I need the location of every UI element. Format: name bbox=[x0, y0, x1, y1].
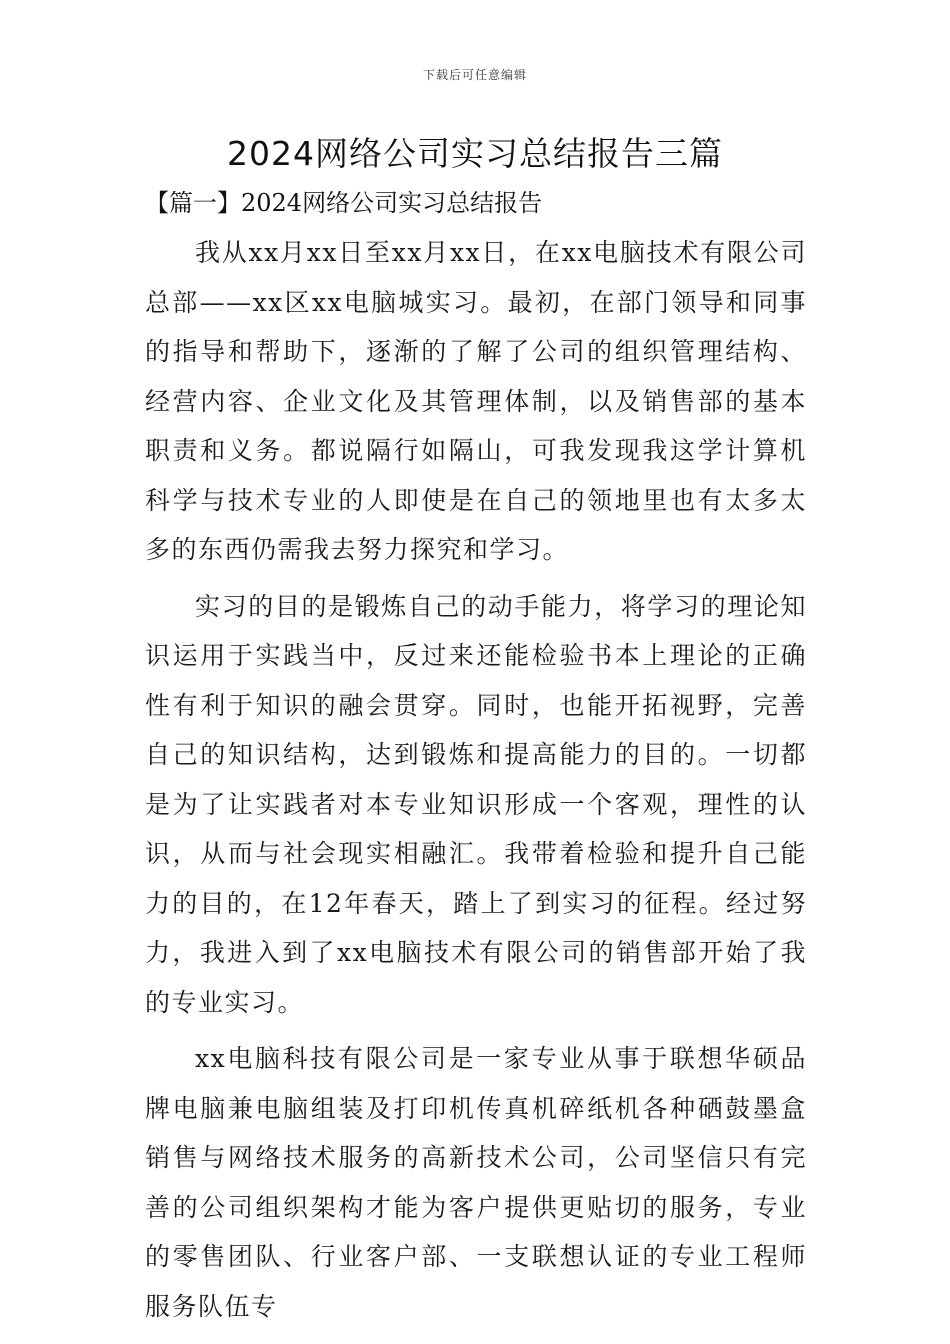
paragraph: xx电脑科技有限公司是一家专业从事于联想华硕品牌电脑兼电脑组装及打印机传真机碎纸机各种硒鼓墨盒销售与网络技术服务的高新技术公司，公司坚信只有完善的公司组织架构才能为客户提供更贴切的服务，专业的零售团队、行业客户部、一支联想认证的专业工程师服务队伍专 bbox=[145, 1044, 807, 1321]
section-heading: 【篇一】2024网络公司实习总结报告 bbox=[145, 189, 543, 217]
paragraph: 实习的目的是锻炼自己的动手能力，将学习的理论知识运用于实践当中，反过来还能检验书本上理论的正确性有利于知识的融会贯穿。同时，也能开拓视野，完善自己的知识结构，达到锻炼和提高能力的目的。一切都是为了让实践者对本专业知识形成一个客观，理性的认识，从而与社会现实相融汇。我带着检验和提升自己能力的目的，在12年春天，踏上了到实习的征程。经过努力，我进入到了xx电脑技术有限公司的销售部开始了我的专业实习。 bbox=[145, 591, 807, 1017]
document-title: 2024网络公司实习总结报告三篇 bbox=[227, 134, 723, 173]
header-note: 下载后可任意编辑 bbox=[422, 68, 527, 82]
paragraph: 我从xx月xx日至xx月xx日，在xx电脑技术有限公司总部——xx区xx电脑城实习。最初，在部门领导和同事的指导和帮助下，逐渐的了解了公司的组织管理结构、经营内容、企业文化及其管理体制，以及销售部的基本职责和义务。都说隔行如隔山，可我发现我这学计算机科学与技术专业的人即使是在自己的领地里也有太多太多的东西仍需我去努力探究和学习。 bbox=[145, 238, 807, 564]
document-body bbox=[145, 228, 807, 1338]
